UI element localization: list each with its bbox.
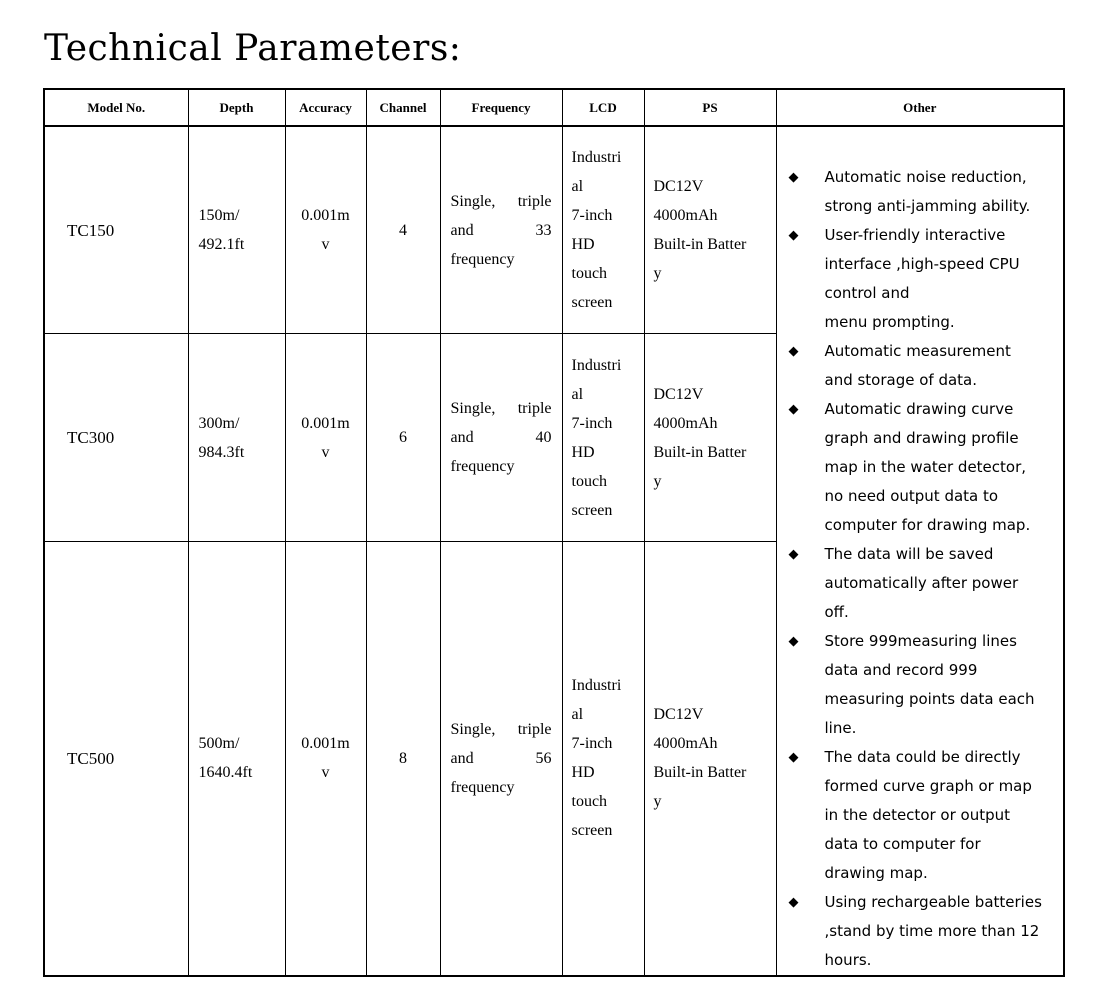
- header-other: Other: [776, 89, 1064, 126]
- feature-text: Using rechargeable batteries ,stand by time more than 12 hours.: [824, 893, 1042, 969]
- accuracy-cell: 0.001m v: [285, 126, 366, 334]
- feature-text: User-friendly interactive interface ,high-speed CPU control and menu prompting.: [824, 226, 1020, 331]
- channel-cell: 4: [366, 126, 440, 334]
- frequency-cell: Single, triple and 40 frequency: [440, 334, 562, 541]
- feature-text: The data could be directly formed curve graph or map in the detector or output data to computer for drawing map.: [824, 748, 1032, 882]
- channel-cell: 8: [366, 541, 440, 976]
- lcd-cell: Industri al 7-inch HD touch screen: [562, 334, 644, 541]
- ps-cell: DC12V 4000mAh Built-in Batter y: [644, 126, 776, 334]
- diamond-bullet-icon: ◆: [788, 634, 799, 649]
- diamond-bullet-icon: ◆: [788, 402, 799, 417]
- header-depth: Depth: [188, 89, 285, 126]
- feature-list-item: [789, 221, 1056, 337]
- depth-cell: 500m/ 1640.4ft: [188, 541, 285, 976]
- feature-list-item: [789, 163, 1056, 221]
- diamond-bullet-icon: ◆: [788, 547, 799, 562]
- lcd-cell: Industri al 7-inch HD touch screen: [562, 126, 644, 334]
- frequency-cell: Single, triple and 56 frequency: [440, 541, 562, 976]
- feature-list-item: [789, 540, 1056, 627]
- frequency-cell: Single, triple and 33 frequency: [440, 126, 562, 334]
- table-row: [44, 126, 1064, 334]
- ps-cell: DC12V 4000mAh Built-in Batter y: [644, 334, 776, 541]
- diamond-bullet-icon: ◆: [788, 750, 799, 765]
- other-features-list: [777, 163, 1064, 975]
- header-channel: Channel: [366, 89, 440, 126]
- channel-cell: 6: [366, 334, 440, 541]
- feature-list-item: [789, 743, 1056, 888]
- header-lcd: LCD: [562, 89, 644, 126]
- model-cell: TC300: [44, 334, 188, 541]
- header-accuracy: Accuracy: [285, 89, 366, 126]
- accuracy-cell: 0.001m v: [285, 334, 366, 541]
- model-cell: TC150: [44, 126, 188, 334]
- page-title: Technical Parameters:: [44, 28, 462, 69]
- feature-text: Automatic drawing curve graph and drawing profile map in the water detector, no need output data to computer for drawing map.: [824, 400, 1031, 534]
- model-cell: TC500: [44, 541, 188, 976]
- diamond-bullet-icon: ◆: [788, 228, 799, 243]
- other-features-cell: [776, 126, 1064, 976]
- feature-text: Automatic measurement and storage of data.: [824, 342, 1011, 389]
- feature-list-item: [789, 337, 1056, 395]
- feature-text: Automatic noise reduction, strong anti-jamming ability.: [824, 168, 1031, 215]
- diamond-bullet-icon: ◆: [788, 895, 799, 910]
- header-frequency: Frequency: [440, 89, 562, 126]
- diamond-bullet-icon: ◆: [788, 170, 799, 185]
- diamond-bullet-icon: ◆: [788, 344, 799, 359]
- header-ps: PS: [644, 89, 776, 126]
- feature-text: The data will be saved automatically after power off.: [824, 545, 1019, 621]
- depth-cell: 150m/ 492.1ft: [188, 126, 285, 334]
- lcd-cell: Industri al 7-inch HD touch screen: [562, 541, 644, 976]
- feature-text: Store 999measuring lines data and record 999 measuring points data each line.: [824, 632, 1035, 737]
- technical-parameters-table: [43, 88, 1065, 977]
- header-model-no: Model No.: [44, 89, 188, 126]
- feature-list-item: [789, 627, 1056, 743]
- depth-cell: 300m/ 984.3ft: [188, 334, 285, 541]
- feature-list-item: [789, 395, 1056, 540]
- table-header-row: [44, 89, 1064, 126]
- accuracy-cell: 0.001m v: [285, 541, 366, 976]
- ps-cell: DC12V 4000mAh Built-in Batter y: [644, 541, 776, 976]
- feature-list-item: [789, 888, 1056, 975]
